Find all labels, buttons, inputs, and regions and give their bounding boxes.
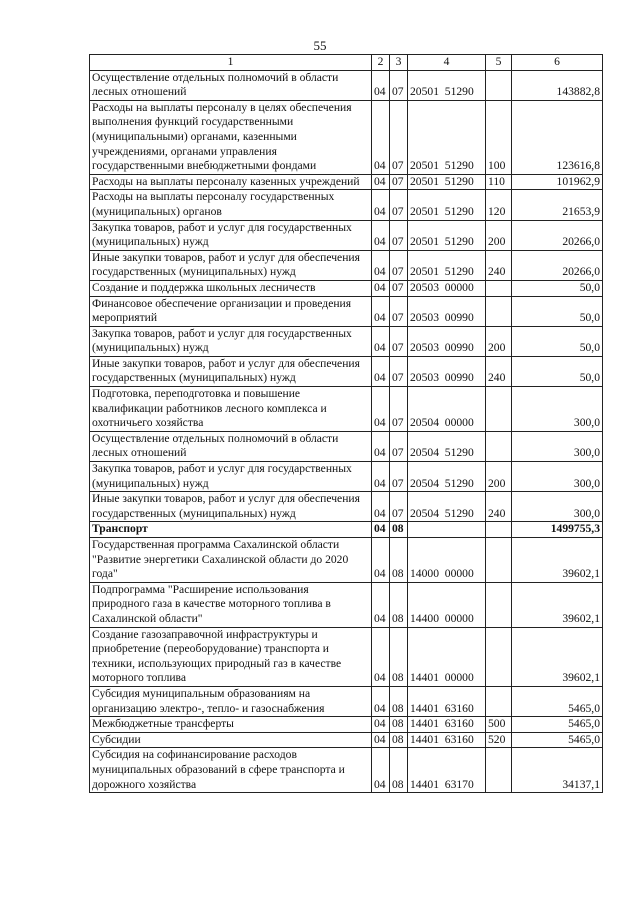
row-amount: 50,0 <box>512 326 603 356</box>
row-name: Транспорт <box>90 522 372 538</box>
table-row <box>90 100 603 174</box>
row-expense-type: 240 <box>486 250 512 280</box>
row-subsection: 08 <box>390 732 408 748</box>
row-target-article: 20501 51290 <box>408 174 486 190</box>
row-amount: 50,0 <box>512 280 603 296</box>
row-target-article: 20501 51290 <box>408 250 486 280</box>
row-amount: 20266,0 <box>512 250 603 280</box>
row-name: Субсидии <box>90 732 372 748</box>
row-name: Подпрограмма "Расширение использования природного газа в качестве моторного топлива в Сахалинской области" <box>90 582 372 627</box>
row-amount: 34137,1 <box>512 748 603 793</box>
table-row <box>90 326 603 356</box>
table-row <box>90 190 603 220</box>
row-name: Иные закупки товаров, работ и услуг для обеспечения государственных (муниципальных) нужд <box>90 492 372 522</box>
row-target-article: 14401 63170 <box>408 748 486 793</box>
row-subsection: 07 <box>390 462 408 492</box>
header-col-section: 2 <box>372 55 390 71</box>
row-subsection: 07 <box>390 100 408 174</box>
row-expense-type <box>486 686 512 716</box>
table-row <box>90 462 603 492</box>
header-col-target-article: 4 <box>408 55 486 71</box>
table-row <box>90 387 603 432</box>
row-name: Закупка товаров, работ и услуг для государственных (муниципальных) нужд <box>90 220 372 250</box>
row-amount: 5465,0 <box>512 732 603 748</box>
row-expense-type: 240 <box>486 492 512 522</box>
table-row <box>90 431 603 461</box>
row-section: 04 <box>372 100 390 174</box>
row-section: 04 <box>372 220 390 250</box>
row-subsection: 07 <box>390 356 408 386</box>
row-subsection: 07 <box>390 174 408 190</box>
row-expense-type <box>486 538 512 583</box>
row-target-article: 20501 51290 <box>408 220 486 250</box>
row-section: 04 <box>372 522 390 538</box>
row-section: 04 <box>372 732 390 748</box>
row-name: Создание и поддержка школьных лесничеств <box>90 280 372 296</box>
header-col-subsection: 3 <box>390 55 408 71</box>
table-row <box>90 492 603 522</box>
row-expense-type <box>486 280 512 296</box>
row-target-article: 20504 51290 <box>408 431 486 461</box>
row-target-article: 14401 63160 <box>408 717 486 733</box>
row-name: Закупка товаров, работ и услуг для государственных (муниципальных) нужд <box>90 326 372 356</box>
row-target-article: 20504 51290 <box>408 462 486 492</box>
row-name: Расходы на выплаты персоналу казенных учреждений <box>90 174 372 190</box>
row-section: 04 <box>372 462 390 492</box>
row-section: 04 <box>372 492 390 522</box>
row-expense-type <box>486 70 512 100</box>
row-subsection: 07 <box>390 220 408 250</box>
row-section: 04 <box>372 326 390 356</box>
row-target-article: 20503 00990 <box>408 296 486 326</box>
row-name: Государственная программа Сахалинской области "Развитие энергетики Сахалинской области до 2020 года" <box>90 538 372 583</box>
row-subsection: 08 <box>390 748 408 793</box>
table-row <box>90 174 603 190</box>
row-target-article: 20504 00000 <box>408 387 486 432</box>
row-name: Создание газозаправочной инфраструктуры и приобретение (переоборудование) транспорта и техники, использующих природный газ в качестве моторного топлива <box>90 627 372 686</box>
table-row <box>90 686 603 716</box>
row-subsection: 08 <box>390 627 408 686</box>
row-section: 04 <box>372 387 390 432</box>
row-section: 04 <box>372 431 390 461</box>
row-name: Расходы на выплаты персоналу государственных (муниципальных) органов <box>90 190 372 220</box>
row-target-article: 14000 00000 <box>408 538 486 583</box>
budget-table <box>89 54 603 793</box>
row-name: Подготовка, переподготовка и повышение квалификации работников лесного комплекса и охотничьего хозяйства <box>90 387 372 432</box>
table-row <box>90 627 603 686</box>
table-row <box>90 748 603 793</box>
row-name: Осуществление отдельных полномочий в области лесных отношений <box>90 70 372 100</box>
row-subsection: 08 <box>390 686 408 716</box>
table-row <box>90 296 603 326</box>
row-expense-type <box>486 431 512 461</box>
row-target-article: 20501 51290 <box>408 190 486 220</box>
row-target-article: 20501 51290 <box>408 70 486 100</box>
row-name: Осуществление отдельных полномочий в области лесных отношений <box>90 431 372 461</box>
row-section: 04 <box>372 190 390 220</box>
row-name: Иные закупки товаров, работ и услуг для обеспечения государственных (муниципальных) нужд <box>90 250 372 280</box>
row-expense-type <box>486 582 512 627</box>
row-expense-type <box>486 627 512 686</box>
table-row <box>90 522 603 538</box>
row-section: 04 <box>372 717 390 733</box>
row-section: 04 <box>372 627 390 686</box>
table-row <box>90 250 603 280</box>
row-target-article: 20504 51290 <box>408 492 486 522</box>
row-subsection: 08 <box>390 522 408 538</box>
row-amount: 143882,8 <box>512 70 603 100</box>
row-name: Субсидия на софинансирование расходов муниципальных образований в сфере транспорта и дорожного хозяйства <box>90 748 372 793</box>
row-expense-type: 200 <box>486 326 512 356</box>
row-target-article: 20503 00990 <box>408 356 486 386</box>
row-target-article: 20501 51290 <box>408 100 486 174</box>
row-section: 04 <box>372 686 390 716</box>
row-expense-type: 500 <box>486 717 512 733</box>
row-subsection: 07 <box>390 190 408 220</box>
row-subsection: 08 <box>390 538 408 583</box>
table-row <box>90 280 603 296</box>
row-amount: 39602,1 <box>512 627 603 686</box>
row-target-article: 14401 00000 <box>408 627 486 686</box>
row-target-article: 20503 00000 <box>408 280 486 296</box>
row-amount: 300,0 <box>512 431 603 461</box>
row-expense-type: 240 <box>486 356 512 386</box>
table-row <box>90 582 603 627</box>
row-subsection: 08 <box>390 582 408 627</box>
row-name: Финансовое обеспечение организации и проведения мероприятий <box>90 296 372 326</box>
row-section: 04 <box>372 280 390 296</box>
row-section: 04 <box>372 582 390 627</box>
row-subsection: 07 <box>390 280 408 296</box>
row-amount: 5465,0 <box>512 717 603 733</box>
row-section: 04 <box>372 70 390 100</box>
row-expense-type: 200 <box>486 220 512 250</box>
row-expense-type: 520 <box>486 732 512 748</box>
row-name: Закупка товаров, работ и услуг для государственных (муниципальных) нужд <box>90 462 372 492</box>
row-target-article: 20503 00990 <box>408 326 486 356</box>
table-row <box>90 70 603 100</box>
row-subsection: 08 <box>390 717 408 733</box>
row-section: 04 <box>372 174 390 190</box>
row-name: Иные закупки товаров, работ и услуг для обеспечения государственных (муниципальных) нужд <box>90 356 372 386</box>
row-expense-type <box>486 296 512 326</box>
row-expense-type: 110 <box>486 174 512 190</box>
row-expense-type <box>486 387 512 432</box>
row-target-article: 14401 63160 <box>408 732 486 748</box>
row-expense-type: 200 <box>486 462 512 492</box>
row-amount: 50,0 <box>512 356 603 386</box>
row-amount: 300,0 <box>512 462 603 492</box>
header-col-name: 1 <box>90 55 372 71</box>
row-subsection: 07 <box>390 70 408 100</box>
table-row <box>90 356 603 386</box>
row-amount: 50,0 <box>512 296 603 326</box>
table-row <box>90 732 603 748</box>
table-row <box>90 538 603 583</box>
row-section: 04 <box>372 250 390 280</box>
row-section: 04 <box>372 296 390 326</box>
row-target-article: 14400 00000 <box>408 582 486 627</box>
row-amount: 123616,8 <box>512 100 603 174</box>
row-amount: 300,0 <box>512 387 603 432</box>
row-amount: 39602,1 <box>512 538 603 583</box>
row-name: Расходы на выплаты персоналу в целях обеспечения выполнения функций государственными (муниципальными) органами, казенными учреждениями, органами управления государственными внебюджетными фондами <box>90 100 372 174</box>
row-name: Межбюджетные трансферты <box>90 717 372 733</box>
row-name: Субсидия муниципальным образованиям на организацию электро-, тепло- и газоснабжения <box>90 686 372 716</box>
page-number: 55 <box>313 38 327 53</box>
row-amount: 21653,9 <box>512 190 603 220</box>
row-expense-type <box>486 748 512 793</box>
row-subsection: 07 <box>390 326 408 356</box>
row-target-article <box>408 522 486 538</box>
row-section: 04 <box>372 538 390 583</box>
row-expense-type <box>486 522 512 538</box>
row-subsection: 07 <box>390 296 408 326</box>
row-section: 04 <box>372 748 390 793</box>
row-amount: 39602,1 <box>512 582 603 627</box>
row-target-article: 14401 63160 <box>408 686 486 716</box>
row-amount: 300,0 <box>512 492 603 522</box>
row-amount: 1499755,3 <box>512 522 603 538</box>
row-section: 04 <box>372 356 390 386</box>
row-expense-type: 120 <box>486 190 512 220</box>
table-row <box>90 220 603 250</box>
row-subsection: 07 <box>390 431 408 461</box>
row-subsection: 07 <box>390 492 408 522</box>
row-subsection: 07 <box>390 387 408 432</box>
row-expense-type: 100 <box>486 100 512 174</box>
row-amount: 101962,9 <box>512 174 603 190</box>
row-amount: 5465,0 <box>512 686 603 716</box>
row-amount: 20266,0 <box>512 220 603 250</box>
header-col-amount: 6 <box>512 55 603 71</box>
row-subsection: 07 <box>390 250 408 280</box>
table-row <box>90 717 603 733</box>
header-col-expense-type: 5 <box>486 55 512 71</box>
table-header-row <box>90 55 603 71</box>
